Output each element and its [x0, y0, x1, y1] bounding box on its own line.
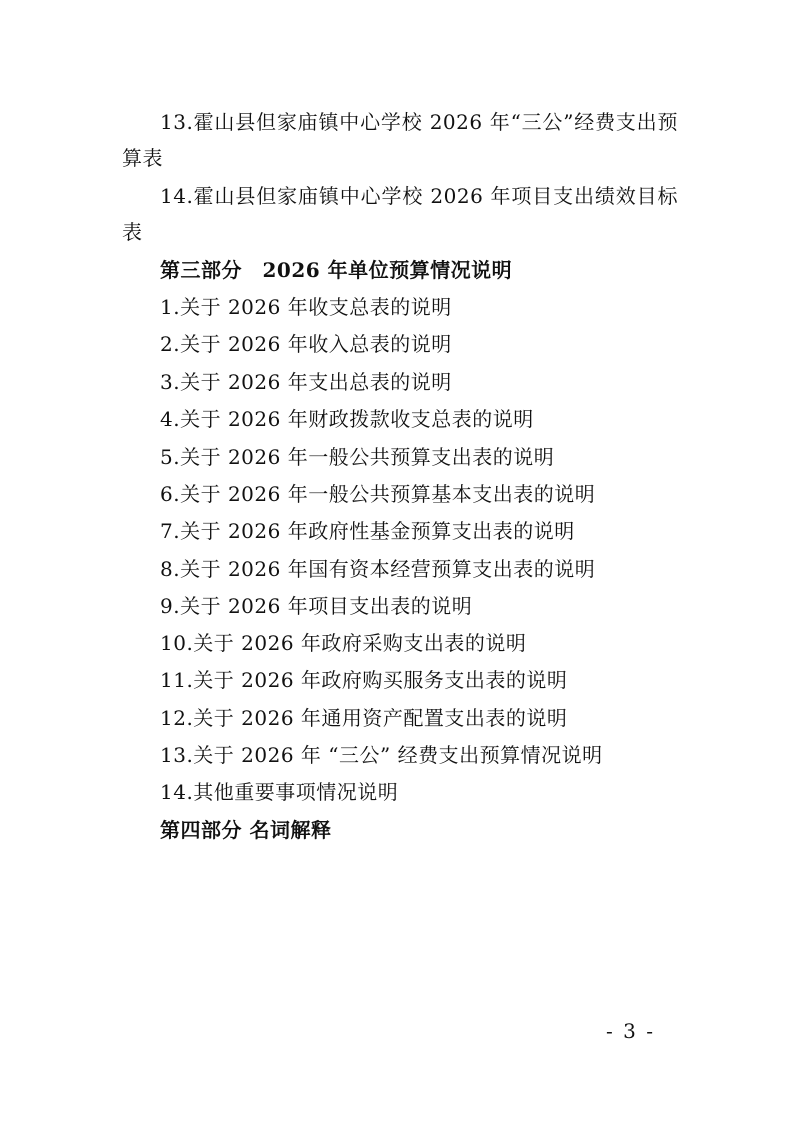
- part3-item-11: 11.关于 2026 年政府购买服务支出表的说明: [160, 668, 568, 692]
- page-number: - 3 -: [606, 1019, 655, 1043]
- part3-item-5: 5.关于 2026 年一般公共预算支出表的说明: [160, 445, 555, 469]
- part3-item-6: 6.关于 2026 年一般公共预算基本支出表的说明: [160, 482, 596, 506]
- part3-item-7: 7.关于 2026 年政府性基金预算支出表的说明: [160, 519, 575, 543]
- part3-item-12: 12.关于 2026 年通用资产配置支出表的说明: [160, 706, 568, 730]
- toc-item-14-performance-goals-table: 14.霍山县但家庙镇中心学校 2026 年项目支出绩效目标表: [122, 184, 678, 244]
- part3-item-10: 10.关于 2026 年政府采购支出表的说明: [160, 631, 527, 655]
- part3-item-8: 8.关于 2026 年国有资本经营预算支出表的说明: [160, 557, 596, 581]
- part3-item-4: 4.关于 2026 年财政拨款收支总表的说明: [160, 407, 534, 431]
- part3-item-9: 9.关于 2026 年项目支出表的说明: [160, 594, 473, 618]
- part4-heading: 第四部分 名词解释: [160, 818, 332, 842]
- part3-item-13: 13.关于 2026 年 “三公” 经费支出预算情况说明: [160, 743, 603, 767]
- part3-item-3: 3.关于 2026 年支出总表的说明: [160, 370, 452, 394]
- part3-item-1: 1.关于 2026 年收支总表的说明: [160, 295, 452, 319]
- part3-item-14: 14.其他重要事项情况说明: [160, 780, 399, 804]
- part3-item-2: 2.关于 2026 年收入总表的说明: [160, 332, 452, 356]
- toc-item-13-three-public-expenses-table: 13.霍山县但家庙镇中心学校 2026 年“三公”经费支出预算表: [122, 110, 678, 170]
- part3-heading: 第三部分 2026 年单位预算情况说明: [160, 258, 513, 282]
